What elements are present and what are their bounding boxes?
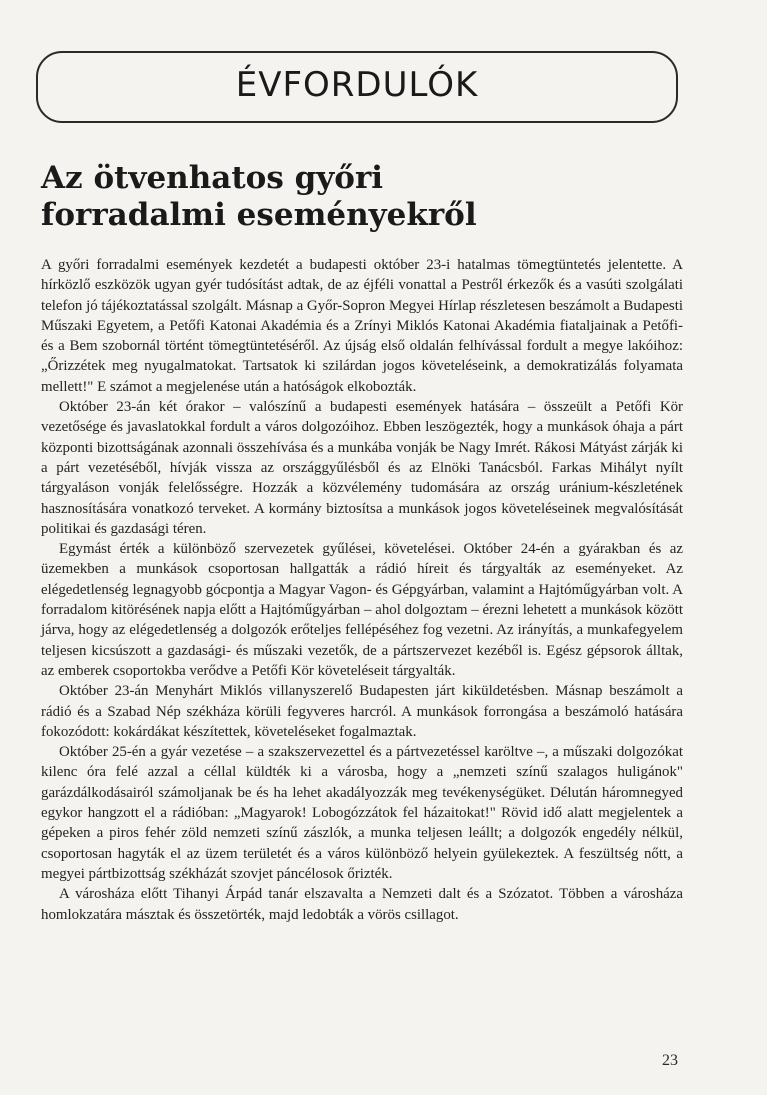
paragraph: A városháza előtt Tihanyi Árpád tanár elszavalta a Nemzeti dalt és a Szózatot. Többen a városháza homlokzatára másztak és összetörték, majd ledobták a vörös csillagot. (41, 886, 683, 923)
paragraph: A győri forradalmi események kezdetét a budapesti október 23-i hatalmas tömegtüntetés jelentette. A hírközlő eszközök ugyan gyér tudósítást adtak, de az éjféli vonattal a Pestről érkezők és a vasúti szolgálati telefon jó tájékoztatással szolgált. Másnap a Győr-Sopron Megyei Hírlap részletesen beszámolt a Budapesti Műszaki Egyetem, a Petőfi Katonai Akadémia és a Zrínyi Miklós Katonai Akadémia fiataljainak a Petőfi- és a Bem szobornál történt tömegtüntetéséről. Az újság első oldalán felhívással fordult a megye lakóihoz: „Őrizzétek meg nyugalmatokat. Tartsatok ki szilárdan jogos követeléseink, a demokratizálás folyamata mellett!" E számot a megjelenése után a hatóságok elkobozták. (41, 257, 683, 395)
paragraph: Október 23-án két órakor – valószínű a budapesti események hatására – összeült a Petőfi Kör vezetősége és javaslatokkal fordult a város dolgozóihoz. Ebben leszögezték, hogy a munkások óhaja a párt központi bizottságának azonnali összehívása és a munkába vonják be Nagy Imrét. Rákosi Mátyást zárják ki a párt vezetéséből, hívják vissza az országgyűlésből és az Elnöki Tanácsból. Farkas Mihályt nyílt tárgyaláson vonják felelősségre. Hozzák a közvélemény tudomására az ország uránium-készletének hasznosítására vonatkozó terveket. A kormány biztosítsa a munkások jogos követeléseinek megvalósítását politikai és gazdasági téren. (41, 399, 683, 537)
paragraph: Október 25-én a gyár vezetése – a szakszervezettel és a pártvezetéssel karöltve –, a műszaki dolgozókat kilenc óra felé azzal a céllal küldték ki a városba, hogy a „nemzeti színű szalagos huligánok" garázdálkodásairól számoljanak be és ha lehet akadályozzák meg tevékenységüket. Délután háromnegyed egykor hangzott el a rádióban: „Magyarok! Lobogózzátok fel házaitokat!" Rövid idő alatt megjelentek a gépeken a piros fehér zöld nemzeti színű zászlók, a munka teljesen leállt; a dolgozók engedély nélkül, csoportosan hagyták el az üzem területét és a város különböző helyein gyülekeztek. A feszültség nőtt, a megyei pártbizottság székházát szovjet páncélosok őrizték. (41, 744, 683, 882)
paragraph: Október 23-án Menyhárt Miklós villanyszerelő Budapesten járt kiküldetésben. Másnap beszámolt a rádió és a Szabad Nép székháza körüli fegyveres harcról. A munkások forrongása a beszámoló hatására fokozódott: kokárdákat készítettek, követeléseket fogalmaztak. (41, 683, 683, 740)
article-body (41, 255, 683, 925)
page-number: 23 (662, 1052, 678, 1069)
section-banner (36, 51, 678, 123)
paragraph: Egymást érték a különböző szervezetek gyűlései, követelései. Október 24-én a gyárakban és az üzemekben a munkások csoportosan hallgatták a rádió híreit és tárgyalták az eseményeket. Az elégedetlenség legnagyobb gócpontja a Magyar Vagon- és Gépgyárban, valamint a Hajtóműgyárban volt. A forradalom kitörésének napja előtt a Hajtóműgyárban – ahol dolgoztam – érezni lehetett a munkások között járva, hogy az elégedetlenség a dolgozók erőteljes fellépéséhez fog vezetni. Az irányítás, a munkafegyelem teljesen kicsúszott a gazdasági- és műszaki vezetők, de a pártszervezet kezéből is. Egész gépsorok álltak, az emberek csoportokba verődve a Petőfi Kör követeléseit tárgyalták. (41, 541, 683, 679)
section-title: ÉVFORDULÓK (235, 65, 479, 105)
article-title: Az ötvenhatos győri forradalmi eseményekről (41, 160, 477, 233)
